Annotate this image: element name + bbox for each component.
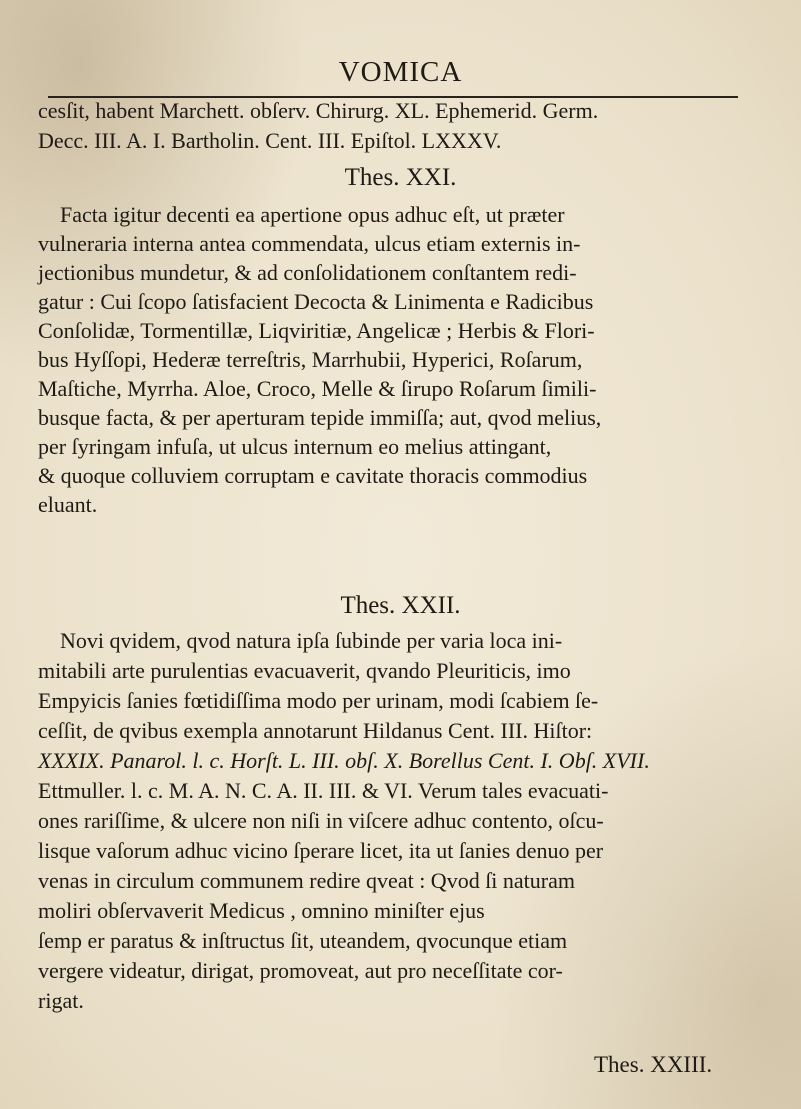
text-line: moliri obſervaverit Medicus , omnino miniſter ejus: [38, 898, 485, 923]
text-line: rigat.: [38, 988, 84, 1013]
text-line: Facta igitur decenti ea apertione opus adhuc eſt, ut præter: [60, 202, 565, 227]
text-line: eluant.: [38, 492, 98, 517]
catchword-thesis: Thes. XXIII.: [594, 1052, 713, 1077]
text-line: cesſit, habent Marchett. obſerv. Chirurg. XL. Ephemerid. Germ.: [38, 98, 599, 123]
thesis-heading: Thes. XXI.: [344, 164, 457, 191]
text-line: gatur : Cui ſcopo ſatisfacient Decocta & Linimenta e Radicibus: [38, 289, 594, 314]
thesis-heading: Thes. XXII.: [340, 592, 461, 619]
text-line: bus Hyſſopi, Hederæ terreſtris, Marrhubii, Hyperici, Roſarum,: [38, 347, 583, 372]
text-line: busque facta, & per aperturam tepide immiſſa; aut, qvod melius,: [38, 405, 602, 430]
text-line: Maſtiche, Myrrha. Aloe, Croco, Melle & ſirupo Roſarum ſimili-: [38, 376, 597, 401]
text-line: Conſolidæ, Tormentillæ, Liqviritiæ, Angelicæ ; Herbis & Flori-: [38, 318, 595, 343]
text-line: ones rariſſime, & ulcere non niſi in viſcere adhuc contento, oſcu-: [38, 808, 604, 833]
text-line: jectionibus mundetur, & ad conſolidationem conſtantem redi-: [38, 260, 577, 285]
text-line: venas in circulum communem redire qveat : Qvod ſi naturam: [38, 868, 576, 893]
text-line: Novi qvidem, qvod natura ipſa ſubinde per varia loca ini-: [60, 628, 563, 653]
text-line: lisque vaſorum adhuc vicino ſperare licet, ita ut ſanies denuo per: [38, 838, 604, 863]
text-line: Ettmuller. l. c. M. A. N. C. A. II. III. & VI. Verum tales evacuati-: [38, 778, 609, 803]
text-line: vulneraria interna antea commendata, ulcus etiam externis in-: [38, 231, 581, 256]
text-line: XXXIX. Panarol. l. c. Horſt. L. III. obſ. X. Borellus Cent. I. Obſ. XVII.: [38, 748, 650, 773]
text-line: Decc. III. A. I. Bartholin. Cent. III. Epiſtol. LXXXV.: [38, 128, 502, 153]
text-line: mitabili arte purulentias evacuaverit, qvando Pleuriticis, imo: [38, 658, 571, 683]
text-line: ceſſit, de qvibus exempla annotarunt Hildanus Cent. III. Hiſtor:: [38, 718, 593, 743]
page-header: [0, 56, 801, 96]
text-line: & quoque colluviem corruptam e cavitate thoracis commodius: [38, 463, 588, 488]
text-line: ſemp er paratus & inſtructus ſit, uteandem, qvocunque etiam: [38, 928, 568, 953]
text-line: Empyicis ſanies fœtidiſſima modo per urinam, modi ſcabiem ſe-: [38, 688, 599, 713]
text-line: vergere videatur, dirigat, promoveat, aut pro neceſſitate cor-: [38, 958, 563, 983]
text-line: per ſyringam infuſa, ut ulcus internum eo melius attingant,: [38, 434, 552, 459]
running-title: VOMICA: [338, 56, 463, 88]
